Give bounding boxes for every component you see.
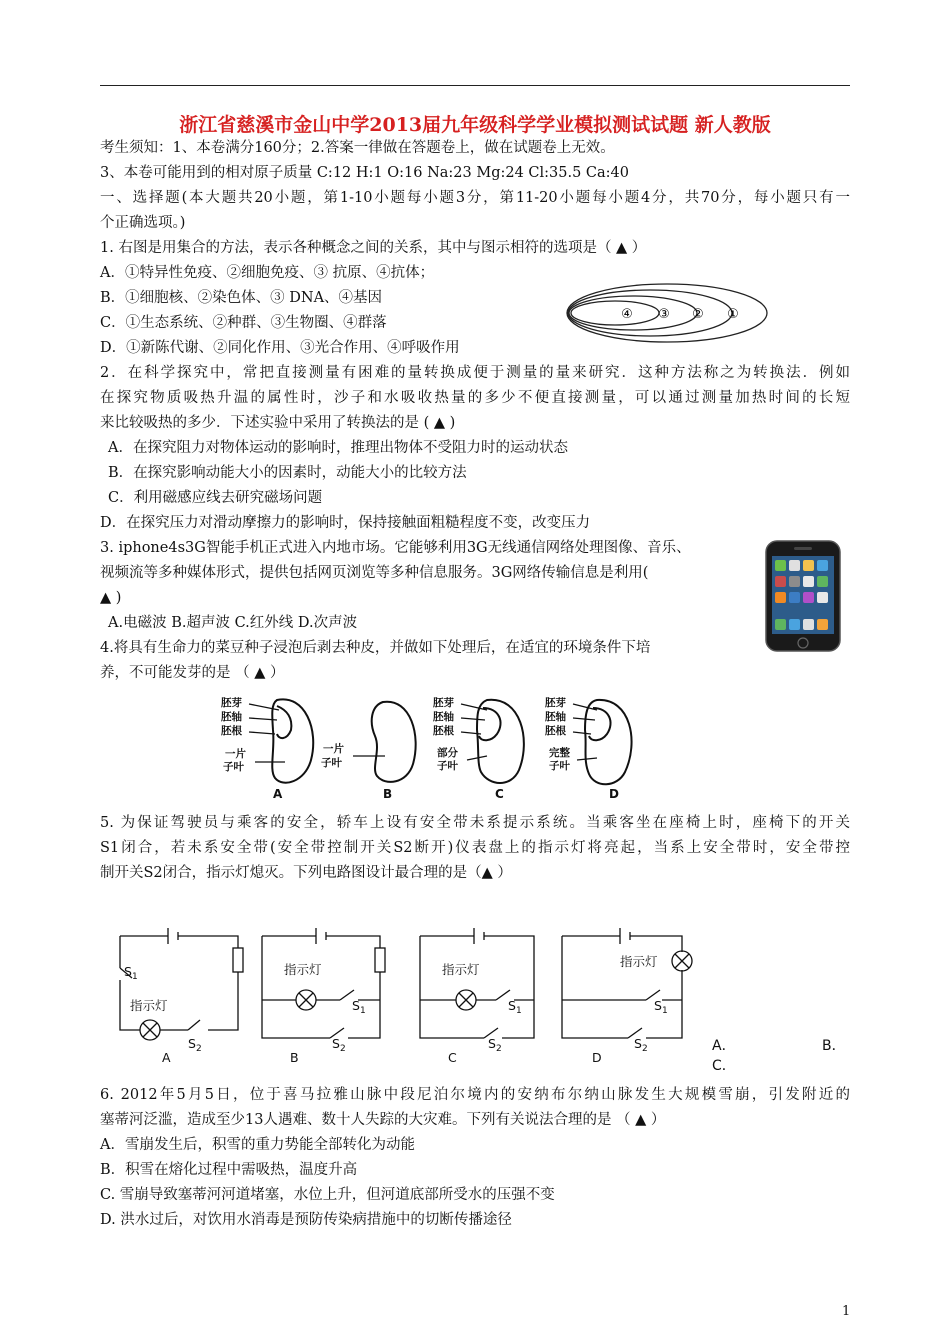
label-a-embryo-bud: 胚芽 bbox=[221, 697, 242, 709]
seed-letter-d: D bbox=[609, 787, 619, 801]
q1-stem: 1. 右图是用集合的方法，表示各种概念之间的关系，其中与图示相符的选项是（ ▲ ） bbox=[100, 240, 647, 256]
q3-stem-3: ▲ ) bbox=[100, 590, 122, 606]
page-number: 1 bbox=[842, 1304, 851, 1319]
q3-stem-2: 视频流等多种媒体形式，提供包括网页浏览等多种信息服务。3G网络传输信息是利用( bbox=[100, 565, 649, 581]
set-label-2: ② bbox=[692, 307, 704, 322]
label-d-embryo-bud: 胚芽 bbox=[545, 697, 566, 709]
label-c-cotyledon: 子叶 bbox=[437, 760, 458, 772]
set-diagram bbox=[565, 282, 770, 344]
q3-options: A.电磁波 B.超声波 C.红外线 D.次声波 bbox=[108, 615, 358, 631]
label-d-complete: 完整 bbox=[549, 747, 570, 759]
label-c-embryo-bud: 胚芽 bbox=[433, 697, 454, 709]
q1-option-b: B．①细胞核、②染色体、③ DNA、④基因 bbox=[100, 290, 383, 306]
circuit-a-s2: $S_2$ bbox=[188, 1036, 202, 1054]
label-d-radicle: 胚根 bbox=[545, 725, 566, 737]
circuit-letter-d: D bbox=[592, 1050, 602, 1065]
circuit-letter-b: B bbox=[290, 1050, 299, 1065]
seed-diagram bbox=[215, 690, 645, 802]
notice-line-1: 考生须知：1、本卷满分160分；2.答案一律做在答题卷上，做在试题卷上无效。 bbox=[100, 140, 615, 156]
circuit-c-s2: $S_2$ bbox=[488, 1036, 502, 1054]
q6-stem-1: 6. 2012年5月5日，位于喜马拉雅山脉中段尼泊尔境内的安纳布尔纳山脉发生大规模雪崩，引发附近的 bbox=[100, 1087, 850, 1103]
set-label-4: ④ bbox=[621, 307, 633, 322]
circuit-c-lamp: 指示灯 bbox=[442, 962, 480, 977]
label-a-cotyledon: 子叶 bbox=[223, 761, 244, 773]
q2-stem-1: 2．在科学探究中，常把直接测量有困难的量转换成便于测量的量来研究．这种方法称之为转换法．例如 bbox=[100, 365, 850, 381]
q4-stem-1: 4.将具有生命力的菜豆种子浸泡后剥去种皮，并做如下处理后，在适宜的环境条件下培 bbox=[100, 640, 651, 656]
q1-option-d: D．①新陈代谢、②同化作用、③光合作用、④呼吸作用 bbox=[100, 340, 460, 356]
q6-option-b: B．积雪在熔化过程中需吸热，温度升高 bbox=[100, 1162, 358, 1178]
set-label-3: ③ bbox=[658, 307, 670, 322]
q3-stem-1: 3. iphone4s3G智能手机正式进入内地市场。它能够利用3G无线通信网络处理图像、音乐、 bbox=[100, 540, 691, 556]
seed-letter-b: B bbox=[383, 787, 393, 801]
answer-label-a: A． bbox=[712, 1038, 736, 1054]
circuit-d-lamp: 指示灯 bbox=[620, 954, 658, 969]
q1-option-a: A．①特异性免疫、②细胞免疫、③ 抗原、④抗体； bbox=[100, 265, 435, 281]
answer-label-b: B． bbox=[822, 1038, 846, 1054]
label-b-cotyledon: 子叶 bbox=[321, 757, 342, 769]
q2-option-a: A．在探究阻力对物体运动的影响时，推理出物体不受阻力时的运动状态 bbox=[108, 440, 568, 456]
page-title: 浙江省慈溪市金山中学2013届九年级科学学业模拟测试试题 新人教版 bbox=[179, 114, 771, 136]
phone-image bbox=[764, 539, 842, 653]
label-c-hypocotyl: 胚轴 bbox=[433, 711, 454, 723]
header-rule bbox=[100, 85, 850, 86]
label-a-one: 一片 bbox=[225, 748, 246, 760]
circuit-letter-a: A bbox=[162, 1050, 171, 1065]
q6-stem-2: 塞蒂河泛滥，造成至少13人遇难、数十人失踪的大灾难。下列有关说法合理的是 （ ▲ ） bbox=[100, 1112, 666, 1128]
circuit-c-s1: $S_1$ bbox=[508, 998, 522, 1016]
set-label-1: ① bbox=[727, 307, 739, 322]
circuit-diagrams bbox=[110, 918, 870, 1070]
q5-stem-2: S1闭合，若未系安全带(安全带控制开关S2断开)仪表盘上的指示灯将亮起，当系上安全带时，安全带控 bbox=[100, 840, 850, 856]
circuit-b-s1: $S_1$ bbox=[352, 998, 366, 1016]
label-a-hypocotyl: 胚轴 bbox=[221, 711, 242, 723]
q5-stem-3: 制开关S2闭合，指示灯熄灭。下列电路图设计最合理的是（▲ ） bbox=[100, 865, 512, 881]
notice-line-2: 3、本卷可能用到的相对原子质量 C:12 H:1 O:16 Na:23 Mg:24 Cl:35.5 Ca:40 bbox=[100, 165, 630, 181]
section-heading-line-1: 一、选择题(本大题共20小题，第1-10小题每小题3分，第11-20小题每小题4分，共70分，每小题只有一 bbox=[100, 190, 850, 206]
circuit-a-lamp: 指示灯 bbox=[130, 998, 168, 1013]
circuit-d-s1: $S_1$ bbox=[654, 998, 668, 1016]
label-b-one: 一片 bbox=[323, 743, 344, 755]
q6-option-a: A．雪崩发生后，积雪的重力势能全部转化为动能 bbox=[100, 1137, 415, 1153]
circuit-a-s1: $S_1$ bbox=[124, 964, 138, 982]
q2-stem-3: 来比较吸热的多少．下述实验中采用了转换法的是 ( ▲ ) bbox=[100, 415, 456, 431]
q1-option-c: C．①生态系统、②种群、③生物圈、④群落 bbox=[100, 315, 387, 331]
circuit-b-lamp: 指示灯 bbox=[284, 962, 322, 977]
q4-stem-2: 养，不可能发芽的是 （ ▲ ） bbox=[100, 665, 285, 681]
section-heading-line-2: 个正确选项。) bbox=[100, 215, 186, 231]
q2-option-b: B．在探究影响动能大小的因素时，动能大小的比较方法 bbox=[108, 465, 467, 481]
label-d-hypocotyl: 胚轴 bbox=[545, 711, 566, 723]
label-c-partial: 部分 bbox=[437, 747, 458, 759]
label-a-radicle: 胚根 bbox=[221, 725, 242, 737]
q5-stem-1: 5. 为保证驾驶员与乘客的安全，轿车上设有安全带未系提示系统。当乘客坐在座椅上时，座椅下的开关 bbox=[100, 815, 850, 831]
label-d-cotyledon: 子叶 bbox=[549, 760, 570, 772]
circuit-letter-c: C bbox=[448, 1050, 457, 1065]
seed-letter-a: A bbox=[273, 787, 283, 801]
seed-letter-c: C bbox=[495, 787, 504, 801]
q2-option-c: C．利用磁感应线去研究磁场问题 bbox=[108, 490, 323, 506]
q6-option-c: C. 雪崩导致塞蒂河河道堵塞，水位上升，但河道底部所受水的压强不变 bbox=[100, 1187, 555, 1203]
label-c-radicle: 胚根 bbox=[433, 725, 454, 737]
circuit-b-s2: $S_2$ bbox=[332, 1036, 346, 1054]
circuit-d-s2: $S_2$ bbox=[634, 1036, 648, 1054]
q6-option-d: D. 洪水过后，对饮用水消毒是预防传染病措施中的切断传播途径 bbox=[100, 1212, 512, 1228]
answer-label-c: C． bbox=[712, 1058, 736, 1070]
q2-option-d: D．在探究压力对滑动摩擦力的影响时，保持接触面粗糙程度不变，改变压力 bbox=[100, 515, 591, 531]
q2-stem-2: 在探究物质吸热升温的属性时，沙子和水吸收热量的多少不便直接测量，可以通过测量加热时间的长短 bbox=[100, 390, 850, 406]
